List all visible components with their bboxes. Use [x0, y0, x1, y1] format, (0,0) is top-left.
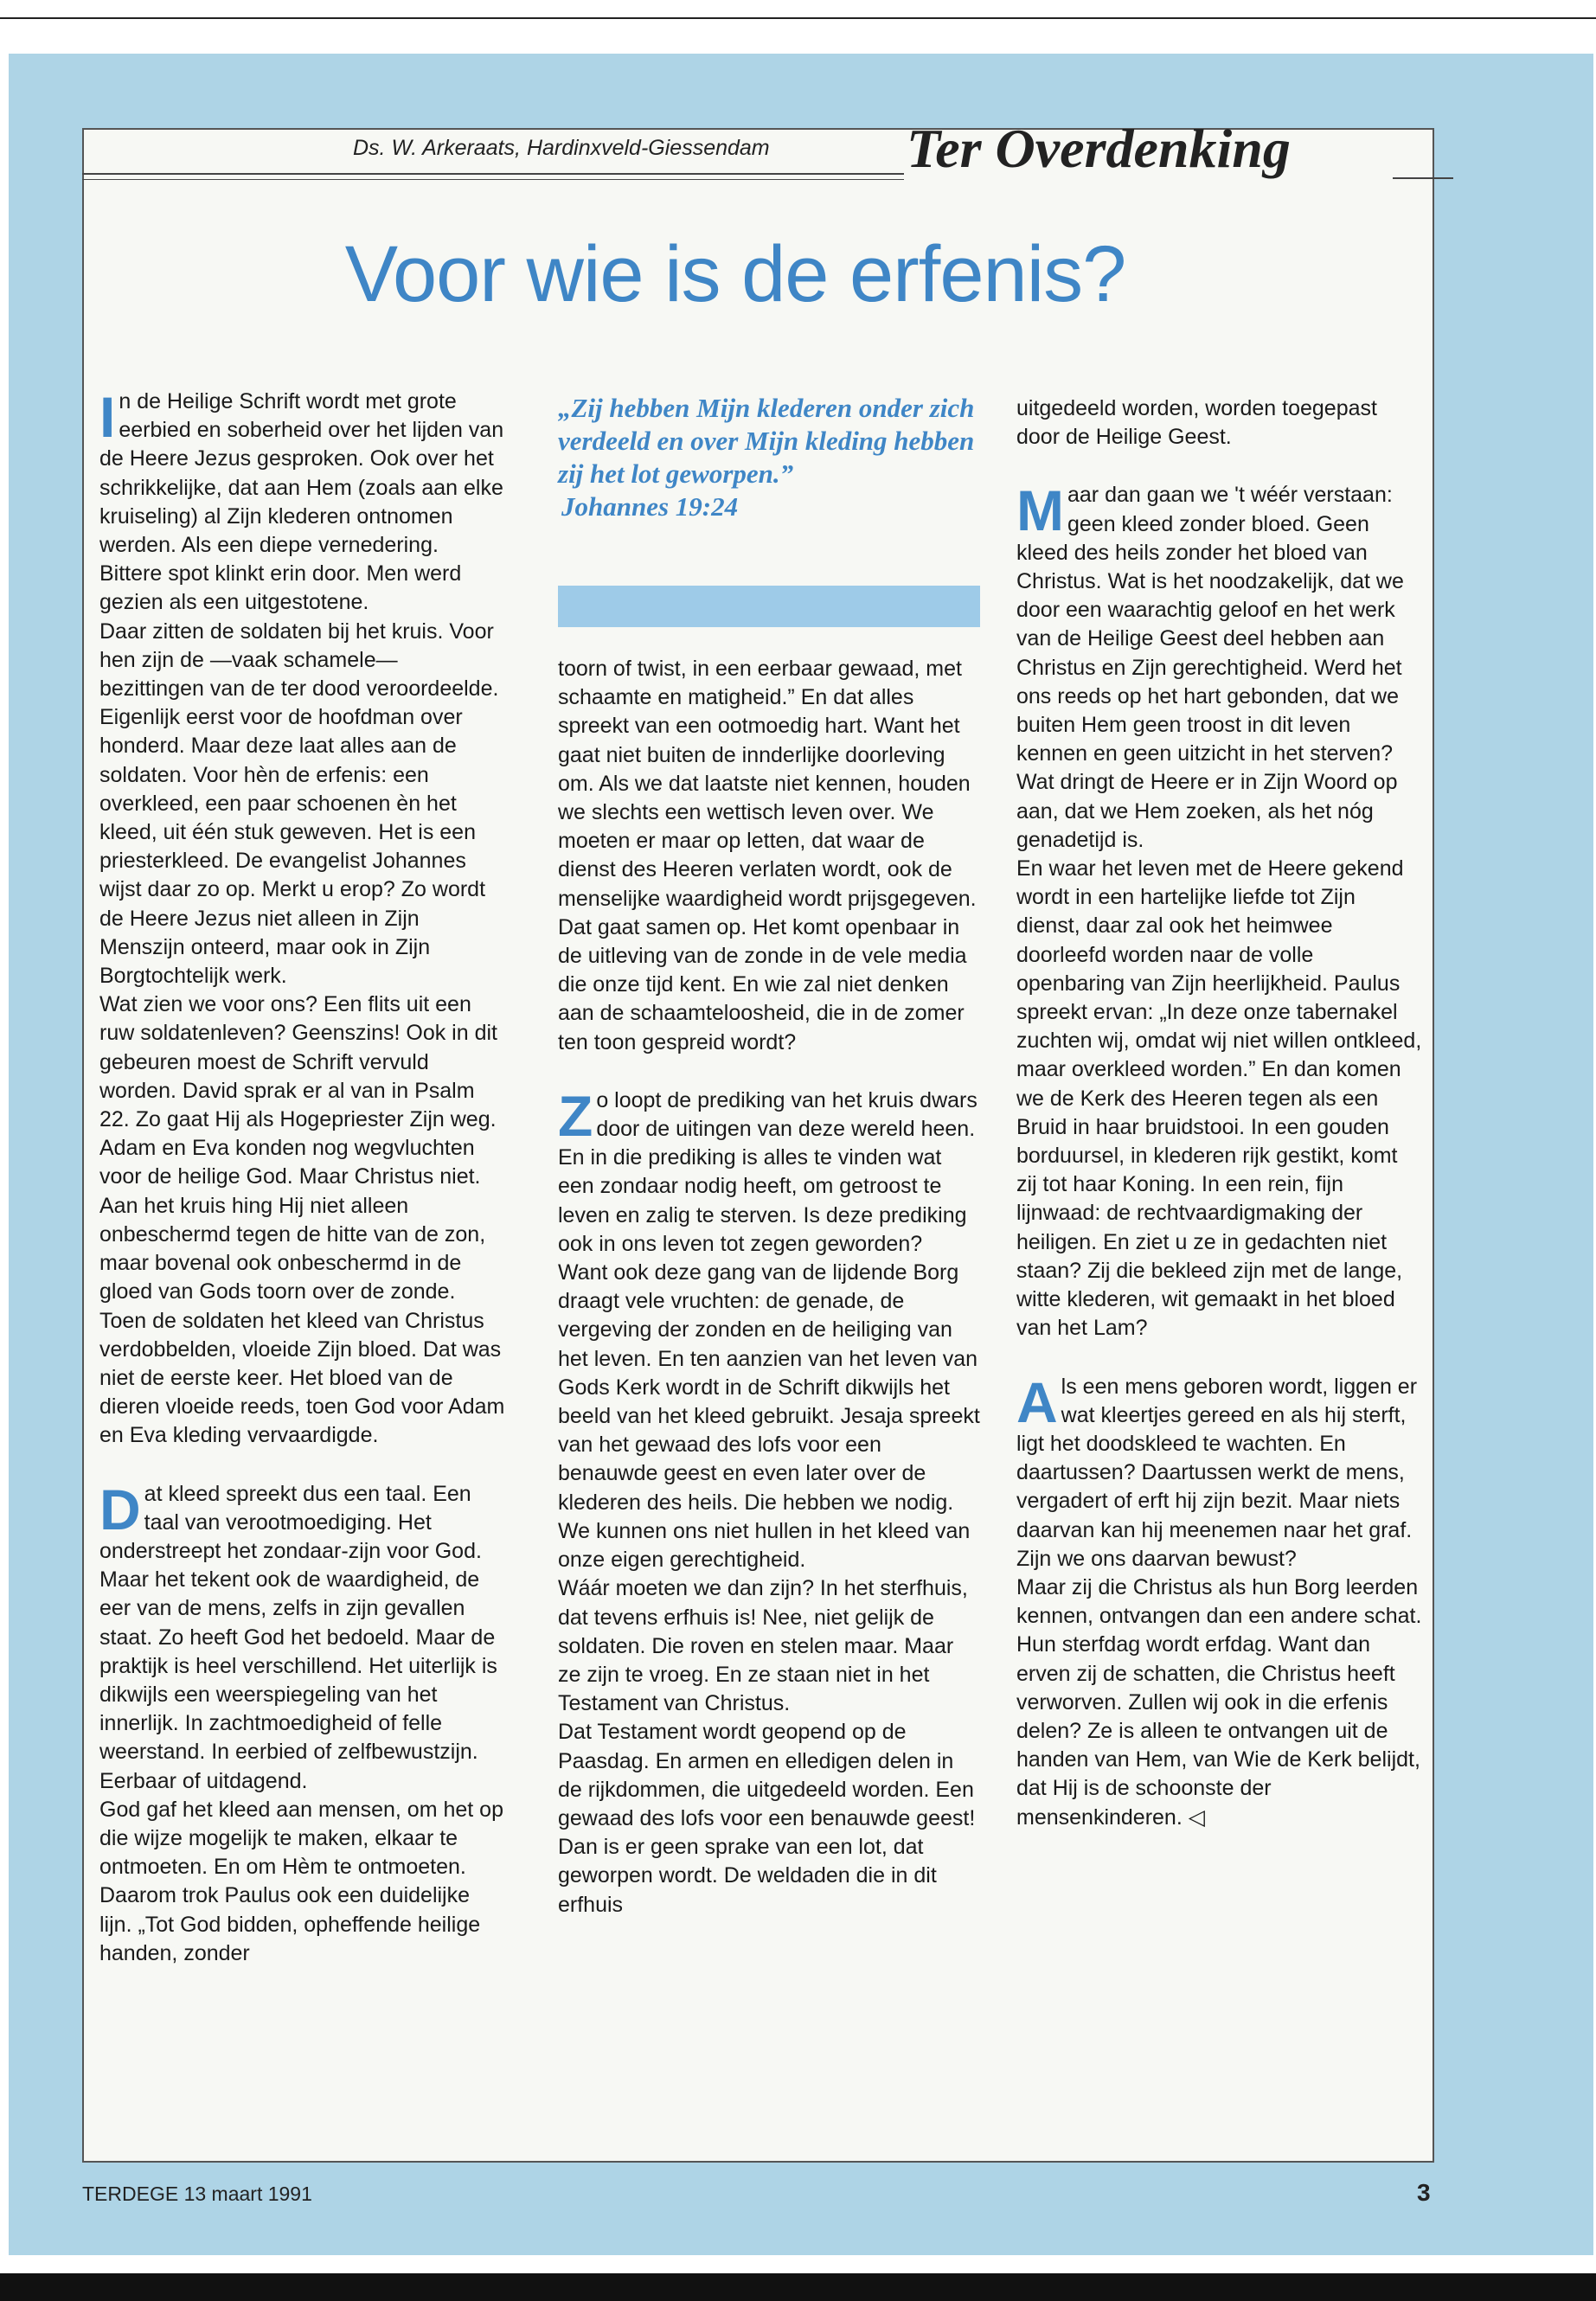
section-title: Ter Overdenking	[907, 118, 1291, 179]
paragraph: Daar zitten de soldaten bij het kruis. Voor hen zijn de —vaak schamele— bezittingen van de ter dood veroordeelde. Eigenlijk eerst voor de hoofdman over honderd. Maar deze laat alles aan de soldaten. Voor hèn de erfenis: een overkleed, een paar schoenen èn het kleed, uit één stuk geweven. Het is een priesterkleed. De evangelist Johannes wijst daar zo op. Merkt u erop? Zo wordt de Heere Jezus niet alleen in Zijn Menszijn onteerd, maar ook in Zijn Borgtochtelijk werk.	[99, 619, 499, 989]
paragraph: Zo loopt de prediking van het kruis dwars door de uitingen van deze wereld heen. En in die prediking is alles te vinden wat een zondaar nodig heeft, om getroost te leven en zalig te sterven. Is deze prediking ook in ons leven tot zegen geworden?	[558, 1083, 977, 1256]
paragraph: Als een mens geboren wordt, liggen er wat kleertjes gereed en als hij sterft, ligt het doodskleed te wachten. En daartussen? Daartussen werkt de mens, vergadert of erft hij zijn bezit. Maar niets daarvan kan hij meenemen naar het graf. Zijn we ons daarvan bewust?	[1016, 1369, 1418, 1571]
pull-quote	[558, 392, 982, 523]
drop-cap: Z	[558, 1083, 593, 1148]
paragraph: Wat zien we voor ons? Een flits uit een ruw soldatenleven? Geenszins! Ook in dit gebeuren moest de Schrift vervuld worden. David sprak er al van in Psalm 22. Zo gaat Hij als Hogepriester Zijn weg. Adam en Eva konden nog wegvluchten voor de heilige God. Maar Christus niet. Aan het kruis hing Hij niet alleen onbeschermd tegen de hitte van de zon, maar bovenal ook onbeschermd in de gloed van Gods toorn over de zonde.	[99, 992, 497, 1304]
paragraph: In de Heilige Schrift wordt met grote eerbied en soberheid over het lijden van de Heere Jezus gesproken. Ook over het schrikkelijke, dat aan Hem (zoals aan elke kruiseling) al Zijn klederen ontnomen werden. Als een diepe vernedering. Bittere spot klinkt erin door. Men werd gezien als een uitgestotene.	[99, 385, 504, 615]
magazine-footer: TERDEGE 13 maart 1991	[82, 2182, 312, 2205]
bottom-bar	[0, 2273, 1596, 2301]
paragraph: toorn of twist, in een eerbaar gewaad, met schaamte en matigheid.” En dat alles spreekt van een ootmoedig hart. Want het gaat niet buiten de innderlijke doorleving om. Als we dat laatste niet kennen, houden we slechts een wettisch leven over. We moeten er maar op letten, dat waar de dienst des Heeren verlaten wordt, ook de menselijke waardigheid wordt prijsgegeven. Dat gaat samen op. Het komt openbaar in de uitleving van de zonde in de vele media die onze tijd kent. En wie zal niet denken aan de schaamteloosheid, die in de zomer ten toon gespreid wordt?	[558, 657, 977, 1054]
page-number: 3	[1417, 2179, 1431, 2206]
column-2	[558, 655, 982, 1920]
quote-reference: Johannes 19:24	[561, 491, 739, 522]
top-rule	[0, 17, 1596, 19]
paragraph: En waar het leven met de Heere gekend wordt in een hartelijke liefde tot Zijn dienst, daar zal ook het heimwee doorleefd worden naar de volle openbaring van Zijn heerlijkheid. Paulus spreekt ervan: „In deze onze tabernakel zuchten wij, omdat wij niet willen ontkleed, maar overkleed worden.” En dan komen we de Kerk des Heeren tegen als een Bruid in haar bruidstooi. In een gouden borduursel, in klederen rijk gestikt, komt zij tot haar Koning. In een rein, fijn lijnwaad: de rechtvaardigmaking der heiligen. En ziet u ze in gedachten niet staan? Zij die bekleed zijn met de lange, witte klederen, wit gemaakt in het bloed van het Lam?	[1016, 856, 1422, 1341]
header-rule-thin	[82, 179, 904, 180]
paragraph: Want ook deze gang van de lijdende Borg draagt vele vruchten: de genade, de vergeving der zonden en de heiliging van het leven. En ten aanzien van het leven van Gods Kerk wordt in de Schrift dikwijls het beeld van het kleed gebruikt. Jesaja spreekt van het gewaad des lofs voor een benauwde geest en even later over de klederen des heils. Die hebben we nodig. We kunnen ons niet hullen in het kleed van onze eigen gerechtigheid.	[558, 1260, 980, 1573]
paragraph: Wáár moeten we dan zijn? In het sterfhuis, dat tevens erfhuis is! Nee, niet gelijk de soldaten. Die roven en stelen maar. Maar ze zijn te vroeg. En ze staan niet in het Testament van Christus.	[558, 1576, 968, 1716]
quote-text: „Zij hebben Mijn klederen onder zich verdeeld en over Mijn kleding hebben zij het lot geworpen.”	[558, 393, 975, 489]
paragraph: uitgedeeld worden, worden toegepast door de Heilige Geest.	[1016, 396, 1377, 450]
paragraph: Dat kleed spreekt dus een taal. Een taal van verootmoediging. Het onderstreept het zondaar-zijn voor God. Maar het tekent ook de waardigheid, de eer van de mens, zelfs in zijn gevallen staat. Zo heeft God het bedoeld. Maar de praktijk is heel verschillend. Het uiterlijk is dikwijls een weerspiegeling van het innerlijk. In zachtmoedigheid of felle weerstand. In eerbied of zelfbewustzijn. Eerbaar of uitdagend.	[99, 1477, 497, 1793]
drop-cap: M	[1016, 478, 1064, 543]
column-1	[99, 385, 506, 1968]
drop-cap: D	[99, 1477, 141, 1541]
drop-cap: I	[99, 385, 116, 449]
paragraph: Maar zij die Christus als hun Borg leerden kennen, ontvangen dan een andere schat. Hun sterfdag wordt erfdag. Want dan erven zij de schatten, die Christus heeft verworven. Zullen wij ook in die erfenis delen? Ze is alleen te ontvangen uit de handen van Hem, van Wie de Kerk belijdt, dat Hij is de schoonste der mensenkinderen. ◁	[1016, 1574, 1422, 1830]
header-rule	[82, 173, 904, 175]
quote-bar	[558, 586, 980, 627]
drop-cap: A	[1016, 1369, 1058, 1434]
author-byline: Ds. W. Arkeraats, Hardinxveld-Giessendam	[353, 136, 770, 160]
paragraph: God gaf het kleed aan mensen, om het op die wijze mogelijk te maken, elkaar te ontmoeten. En om Hèm te ontmoeten. Daarom trok Paulus ook een duidelijke lijn. „Tot God bidden, opheffende heilige handen, zonder	[99, 1797, 503, 1965]
paragraph: Dat Testament wordt geopend op de Paasdag. En armen en elledigen delen in de rijkdommen, die uitgedeeld worden. Een gewaad des lofs voor een benauwde geest! Dan is er geen sprake van een lot, dat geworpen wordt. De weldaden die in dit erfhuis	[558, 1720, 976, 1917]
paragraph: Toen de soldaten het kleed van Christus verdobbelden, vloeide Zijn bloed. Dat was niet de eerste keer. Het bloed van de dieren vloeide reeds, toen God voor Adam en Eva kleding vervaardigde.	[99, 1308, 505, 1448]
paragraph: Maar dan gaan we 't wéér verstaan: geen kleed zonder bloed. Geen kleed des heils zonder het bloed van Christus. Wat is het noodzakelijk, dat we door een waarachtig geloof en het werk van de Heilige Geest deel hebben aan Christus en Zijn gerechtigheid. Werd het ons reeds op het hart gebonden, dat we buiten Hem geen troost in dit leven kennen en geen uitzicht in het sterven? Wat dringt de Heere er in Zijn Woord op aan, dat we Hem zoeken, als het nóg genadetijd is.	[1016, 478, 1404, 852]
article-title: Voor wie is de erfenis?	[344, 230, 1126, 318]
column-3	[1016, 394, 1423, 1832]
